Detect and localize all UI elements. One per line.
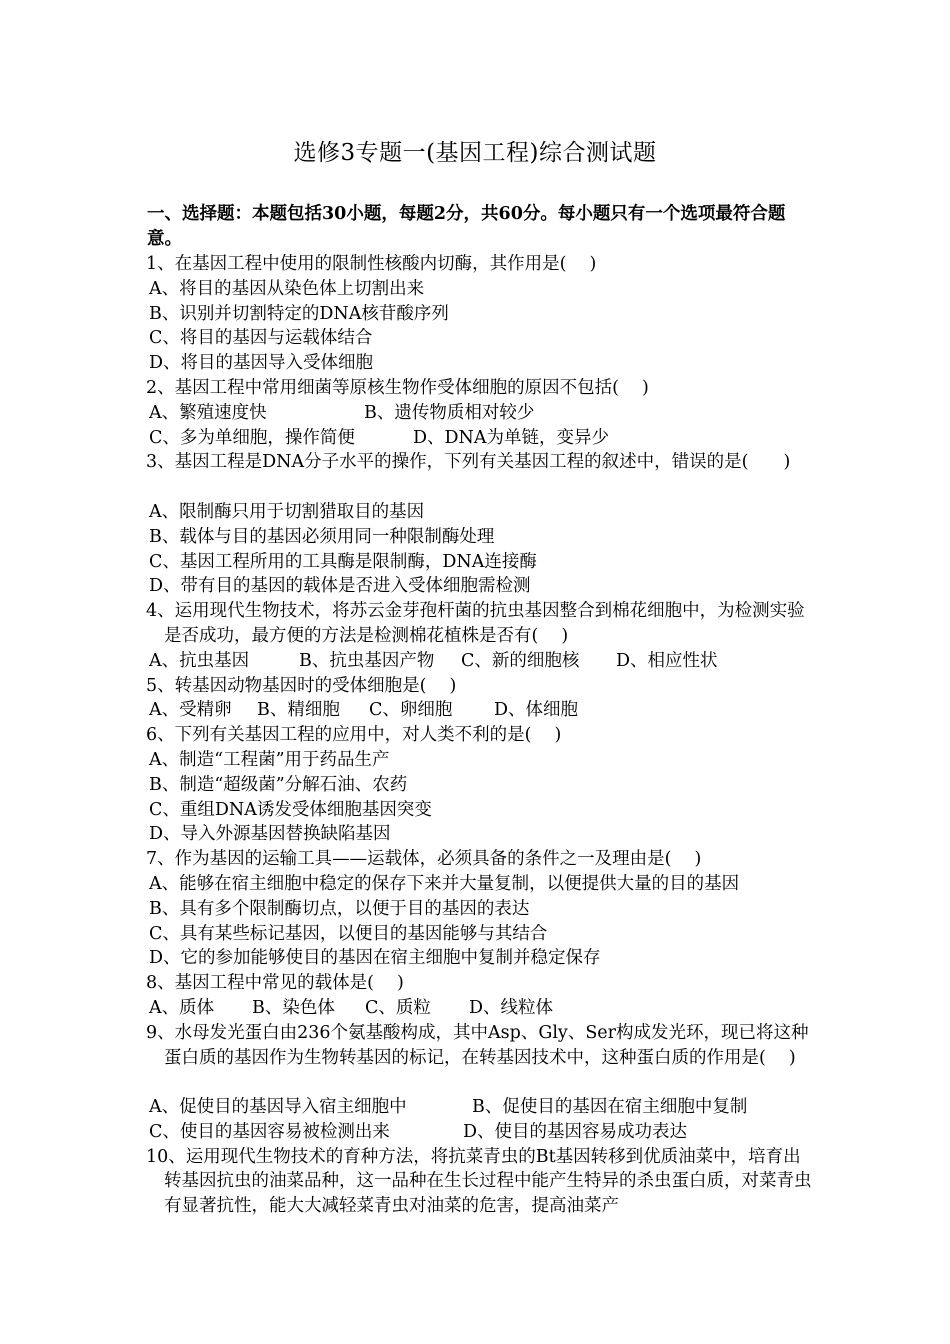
option-c: C、多为单细胞，操作简便 xyxy=(149,427,355,448)
question-5 xyxy=(146,674,816,724)
question-6 xyxy=(146,723,816,847)
option-d: D、体细胞 xyxy=(494,700,579,721)
option-row xyxy=(146,996,816,1021)
option-c: C、使目的基因容易被检测出来 xyxy=(149,1121,390,1142)
option-b: B、载体与目的基因必须用同一种限制酶处理 xyxy=(149,526,495,547)
option-c: C、具有某些标记基因，以便目的基因能够与其结合 xyxy=(149,923,548,944)
option-row xyxy=(146,1095,816,1120)
option-a: A、将目的基因从染色体上切割出来 xyxy=(149,278,425,299)
option-b: B、制造“超级菌”分解石油、农药 xyxy=(149,774,408,795)
option-a: A、繁殖速度快 xyxy=(149,402,267,423)
option-d: D、导入外源基因替换缺陷基因 xyxy=(149,824,391,845)
question-stem: 2、基因工程中常用细菌等原核生物作受体细胞的原因不包括( ) xyxy=(146,377,649,398)
question-9 xyxy=(146,1021,816,1145)
question-list xyxy=(146,252,816,1219)
option-c: C、基因工程所用的工具酶是限制酶，DNA连接酶 xyxy=(149,551,537,572)
option-a: A、质体 xyxy=(149,997,215,1018)
question-1 xyxy=(146,252,816,376)
option-a: A、制造“工程菌”用于药品生产 xyxy=(149,749,390,770)
question-stem: 3、基因工程是DNA分子水平的操作，下列有关基因工程的叙述中，错误的是( ) xyxy=(146,452,791,473)
option-b: B、具有多个限制酶切点，以便于目的基因的表达 xyxy=(149,898,530,919)
option-c: C、卵细胞 xyxy=(369,700,453,721)
question-8 xyxy=(146,971,816,1021)
option-a: A、能够在宿主细胞中稳定的保存下来并大量复制，以便提供大量的目的基因 xyxy=(149,873,740,894)
question-stem: 1、在基因工程中使用的限制性核酸内切酶，其作用是( ) xyxy=(146,254,597,274)
option-d: D、DNA为单链，变异少 xyxy=(413,427,610,448)
question-stem: 9、水母发光蛋白由236个氨基酸构成，其中Asp、Gly、Ser构成发光环，现已将这种蛋白质的基因作为生物转基因的标记，在转基因技术中，这种蛋白质的作用是( ) xyxy=(146,1022,809,1068)
option-d: D、它的参加能够使目的基因在宿主细胞中复制并稳定保存 xyxy=(149,948,601,969)
option-b: B、遗传物质相对较少 xyxy=(364,402,535,423)
document-title: 选修3专题一(基因工程)综合测试题 xyxy=(293,140,657,166)
option-c: C、重组DNA诱发受体细胞基因突变 xyxy=(149,799,432,820)
option-a: A、受精卵 xyxy=(149,700,232,721)
option-c: C、质粒 xyxy=(365,997,431,1018)
question-4 xyxy=(146,599,816,673)
option-b: B、识别并切割特定的DNA核苷酸序列 xyxy=(149,303,449,324)
question-2 xyxy=(146,376,816,450)
option-row xyxy=(146,426,816,451)
question-stem: 8、基因工程中常见的载体是( ) xyxy=(146,973,404,994)
option-d: D、将目的基因导入受体细胞 xyxy=(149,353,374,374)
option-c: C、新的细胞核 xyxy=(461,650,580,671)
option-c: C、将目的基因与运载体结合 xyxy=(149,328,373,349)
option-b: B、染色体 xyxy=(252,997,335,1018)
option-row xyxy=(146,649,816,674)
question-stem: 5、转基因动物基因时的受体细胞是( ) xyxy=(146,675,457,696)
option-row xyxy=(146,1120,816,1145)
question-stem: 6、下列有关基因工程的应用中，对人类不利的是( ) xyxy=(146,725,562,746)
option-a: A、抗虫基因 xyxy=(149,650,250,671)
question-3 xyxy=(146,450,816,599)
question-stem: 10、运用现代生物技术的育种方法，将抗菜青虫的Bt基因转移到优质油菜中，培育出转基因抗虫的油菜品种，这一品种在生长过程中能产生特异的杀虫蛋白质，对菜青虫有显著抗性，能大大减轻菜青虫对油菜的危害，提高油菜产 xyxy=(146,1146,812,1217)
question-10 xyxy=(146,1145,816,1219)
option-b: B、促使目的基因在宿主细胞中复制 xyxy=(472,1097,748,1118)
question-stem: 4、运用现代生物技术，将苏云金芽孢杆菌的抗虫基因整合到棉花细胞中，为检测实验是否成功，最方便的方法是检测棉花植株是否有( ) xyxy=(146,601,805,646)
option-b: B、精细胞 xyxy=(257,700,340,721)
option-row xyxy=(146,401,816,426)
question-7 xyxy=(146,847,816,971)
option-a: A、限制酶只用于切割猎取目的基因 xyxy=(149,501,425,522)
option-row xyxy=(146,698,816,723)
option-d: D、相应性状 xyxy=(616,650,718,671)
option-d: D、线粒体 xyxy=(469,997,554,1018)
option-b: B、抗虫基因产物 xyxy=(299,650,435,671)
option-d: D、带有目的基因的载体是否进入受体细胞需检测 xyxy=(149,576,531,597)
option-a: A、促使目的基因导入宿主细胞中 xyxy=(149,1097,407,1118)
option-d: D、使目的基因容易成功表达 xyxy=(463,1121,688,1142)
question-stem: 7、作为基因的运输工具——运载体，必须具备的条件之一及理由是( ) xyxy=(146,849,702,870)
section-heading: 一、选择题：本题包括30小题，每题2分，共60分。每小题只有一个选项最符合题意。 xyxy=(147,204,786,249)
